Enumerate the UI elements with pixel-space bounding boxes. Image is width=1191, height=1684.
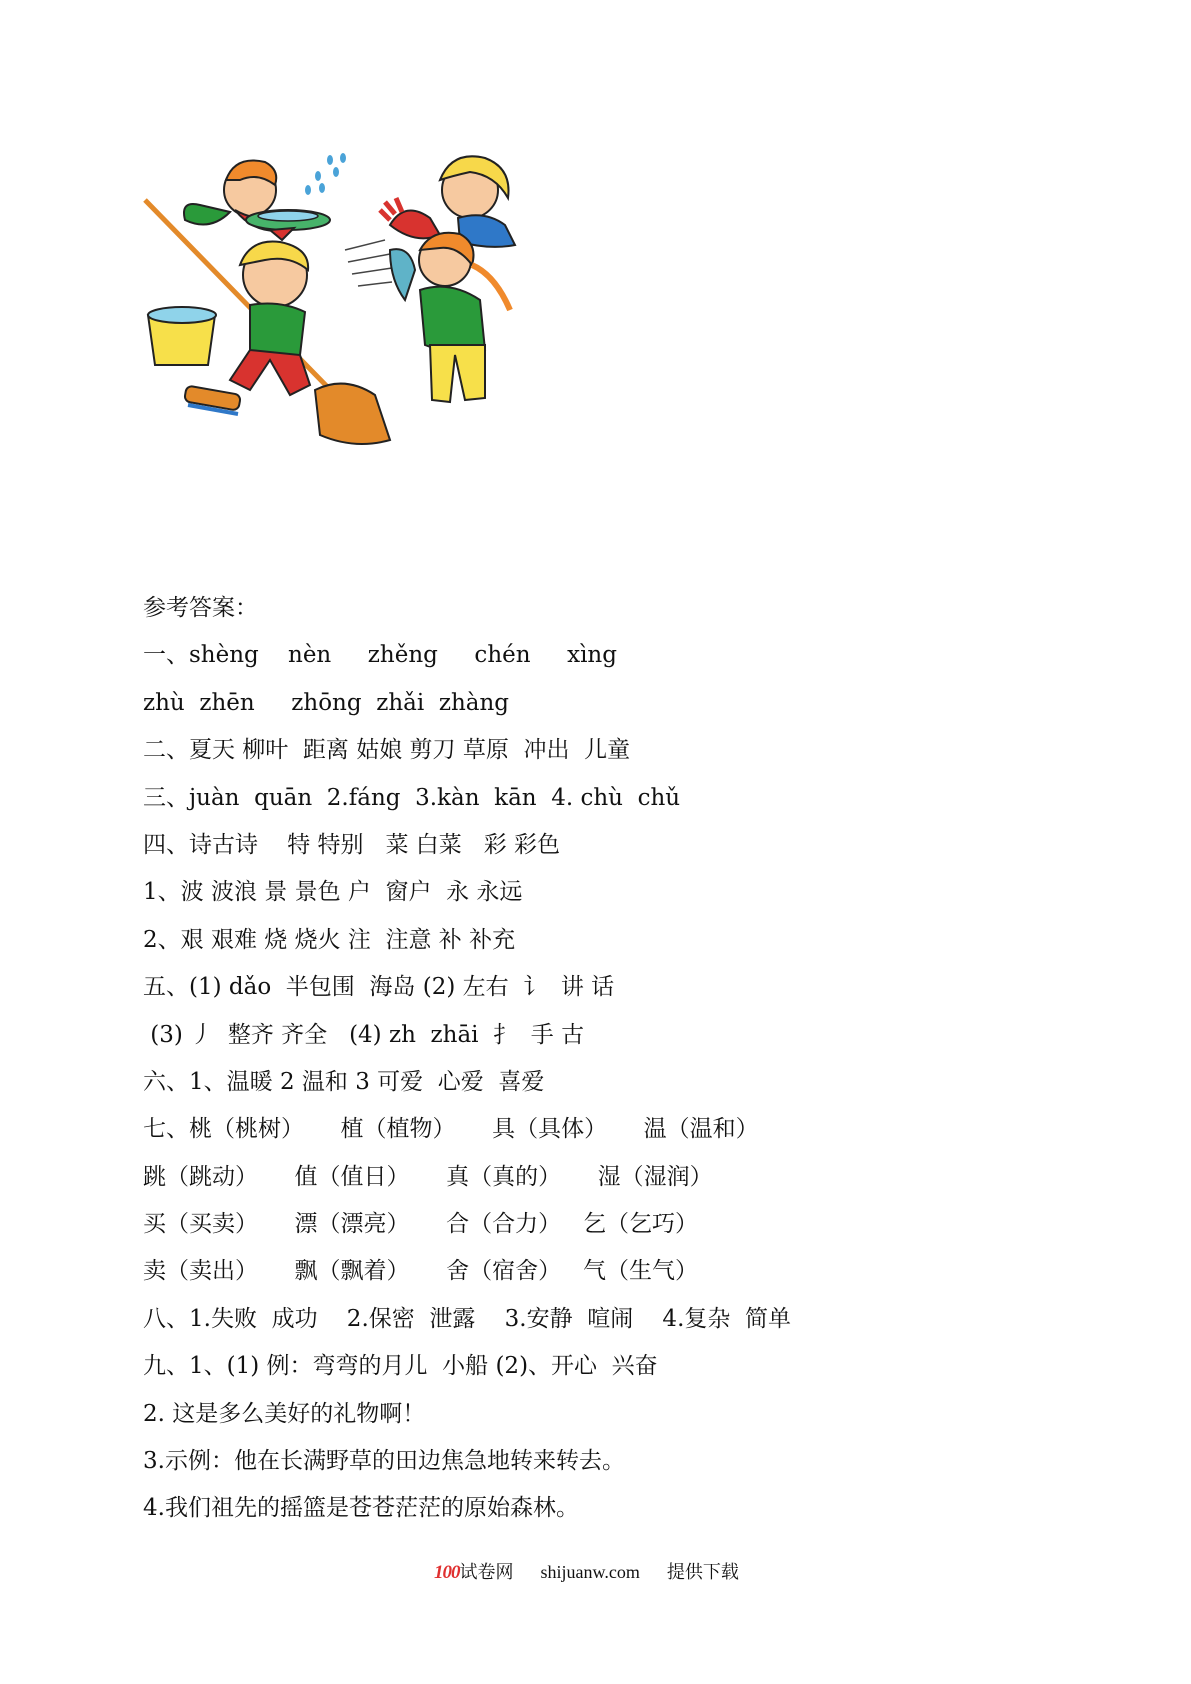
answer-line: 八、1.失败 成功 2.保密 泄露 3.安静 喧闹 4.复杂 简单 xyxy=(143,1305,791,1332)
answer-line: (3) 丿 整齐 齐全 (4) zh zhāi 扌 手 古 xyxy=(143,1021,585,1048)
answer-section xyxy=(143,585,1143,1533)
site-url[interactable]: shijuanw.com xyxy=(540,1562,640,1582)
water-drops xyxy=(305,153,346,195)
answer-line: 跳（跳动） 值（值日） 真（真的） 湿（湿润） xyxy=(143,1163,713,1190)
answer-line: 2、艰 艰难 烧 烧火 注 注意 补 补充 xyxy=(143,926,516,953)
answer-line: 九、1、(1) 例：弯弯的月儿 小船 (2)、开心 兴奋 xyxy=(143,1353,658,1380)
answer-line: 七、桃（桃树） 植（植物） 具（具体） 温（温和） xyxy=(143,1116,759,1143)
child-dusting xyxy=(345,233,510,402)
download-note: 提供下载 xyxy=(666,1562,739,1582)
site-logo-number: 100 xyxy=(434,1562,460,1583)
answer-line: 四、诗古诗 特 特别 菜 白菜 彩 彩色 xyxy=(143,831,561,858)
answer-line: 二、夏天 柳叶 距离 姑娘 剪刀 草原 冲出 儿童 xyxy=(143,737,631,764)
answer-line: 1、波 波浪 景 景色 户 窗户 永 永远 xyxy=(143,879,523,906)
answer-line: 4.我们祖先的摇篮是苍苍茫茫的原始森林。 xyxy=(143,1495,579,1522)
scrub-brush xyxy=(184,385,241,414)
answer-line: 卖（卖出） 飘（飘着） 舍（宿舍） 气（生气） xyxy=(143,1258,699,1285)
bucket xyxy=(148,307,216,365)
site-logo-text: 试卷网 xyxy=(459,1562,514,1582)
answer-heading: 参考答案： xyxy=(143,595,258,621)
answer-line: 三、juàn quān 2.fáng 3.kàn kān 4. chù chǔ xyxy=(143,784,681,811)
child-washing xyxy=(184,160,330,230)
answer-line: 五、(1) dǎo 半包围 海岛 (2) 左右 讠 讲 话 xyxy=(143,974,615,1001)
answer-line: 一、shèng nèn zhěng chén xìng xyxy=(143,642,617,669)
answer-line: 买（买卖） 漂（漂亮） 合（合力） 乞（乞巧） xyxy=(143,1211,699,1238)
answer-line: 六、1、温暖 2 温和 3 可爱 心爱 喜爱 xyxy=(143,1068,545,1095)
children-cleaning-illustration xyxy=(140,150,580,480)
answer-line: 3.示例：他在长满野草的田边焦急地转来转去。 xyxy=(143,1448,625,1475)
answer-line: zhù zhēn zhōng zhǎi zhàng xyxy=(143,689,510,716)
footer-watermark xyxy=(425,1527,739,1583)
answer-line: 2. 这是多么美好的礼物啊！ xyxy=(143,1400,426,1427)
